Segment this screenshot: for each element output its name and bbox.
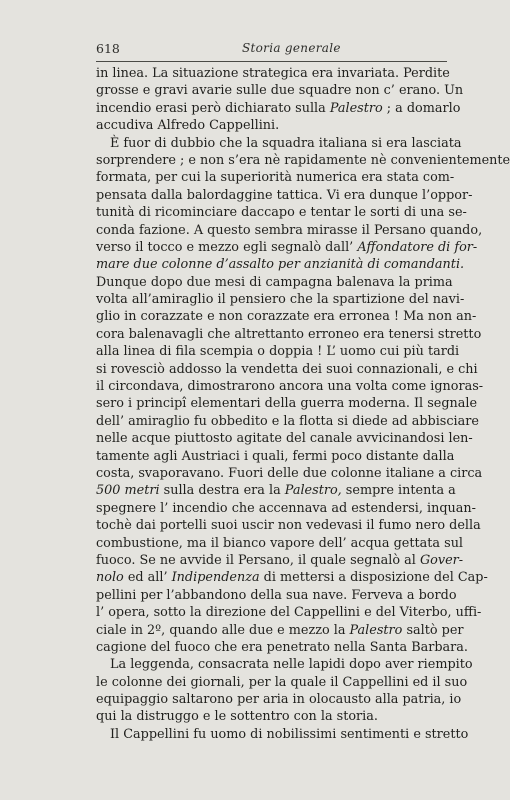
text-segment: di mettersi a disposizione del Cap-: [259, 570, 488, 586]
text-segment: Dunque dopo due mesi di campagna balenava la prima: [96, 274, 453, 290]
text-segment: costa, svaporavano. Fuori delle due colonne italiane a circa: [96, 465, 483, 481]
text-line: [96, 135, 462, 152]
text-segment: Il Cappellini fu uomo di nobilissimi sentimenti e stretto: [110, 726, 469, 742]
text-line: [96, 604, 482, 621]
text-segment: cagione del fuoco che era penetrato nella Santa Barbara.: [96, 639, 468, 655]
text-line: [96, 448, 455, 465]
text-line: [96, 430, 473, 447]
text-segment: sorprendere ; e non s’era nè rapidamente nè convenientemente: [96, 152, 510, 168]
text-line: [96, 256, 465, 273]
text-line: [96, 465, 483, 482]
text-segment: combustione, ma il bianco vapore dell’ acqua gettata sul: [96, 535, 464, 551]
text-line: [96, 622, 464, 639]
text-segment: si rovesciò addosso la vendetta dei suoi connazionali, e chi: [96, 361, 478, 377]
text-segment: fuoco. Se ne avvide il Persano, il quale segnalò al: [96, 552, 420, 568]
text-segment: dell’ amiraglio fu obbedito e la flotta si diede ad abbisciare: [96, 413, 479, 429]
text-line: [96, 569, 488, 586]
text-segment: nelle acque piuttosto agitate del canale avvicinandosi len-: [96, 431, 473, 447]
text-segment: sulla destra era la: [159, 483, 285, 499]
text-segment: sero i principî elementari della guerra moderna. Il segnale: [96, 396, 478, 412]
text-segment: tamente agli Austriaci i quali, fermi poco distante dalla: [96, 448, 455, 464]
text-line: [96, 691, 462, 708]
text-segment: cora balenavagli che altrettanto erroneo era tenersi stretto: [96, 326, 482, 342]
text-line: [96, 482, 456, 499]
body-text: [96, 65, 510, 743]
text-line: [96, 639, 468, 656]
italic-text: Affondatore di for-: [357, 239, 478, 255]
text-segment: il circondava, dimostrarono ancora una volta come ignoras-: [96, 379, 484, 395]
text-line: [96, 361, 478, 378]
italic-text: Indipendenza: [171, 570, 260, 586]
text-segment: pellini per l’abbandono della sua nave. Ferveva a bordo: [96, 587, 457, 603]
page-number: 618: [96, 41, 120, 56]
text-line: [96, 343, 460, 360]
text-segment: alla linea di fila scempia o doppia ! L’ uomo cui più tardi: [96, 344, 460, 360]
text-line: [96, 152, 510, 169]
text-line: [96, 535, 464, 552]
italic-text: Palestro: [349, 622, 403, 638]
italic-text: 500 metri: [96, 483, 160, 499]
text-line: [96, 674, 468, 691]
text-segment: qui la distruggo e le sottentro con la storia.: [96, 709, 378, 725]
text-segment: accudiva Alfredo Cappellini.: [96, 118, 280, 134]
text-line: [96, 587, 457, 604]
text-line: [96, 517, 481, 534]
text-line: [96, 82, 464, 99]
text-line: [96, 222, 483, 239]
text-segment: volta all’amiraglio il pensiero che la spartizione del navi-: [96, 292, 465, 308]
text-segment: equipaggio saltarono per aria in olocausto alla patria, io: [96, 692, 462, 708]
text-line: [96, 378, 484, 395]
text-segment: ed all’: [123, 570, 172, 586]
text-line: [96, 308, 477, 325]
text-segment: grosse e gravi avarie sulle due squadre non c’ erano. Un: [96, 83, 464, 99]
page-header: [96, 41, 447, 61]
text-segment: spegnere l’ incendio che accennava ad estendersi, inquan-: [96, 500, 476, 516]
running-title: Storia generale: [242, 41, 341, 55]
text-line: [96, 169, 455, 186]
header-rule: [96, 61, 447, 62]
italic-text: nolo: [96, 570, 124, 586]
text-segment: sempre intenta a: [341, 483, 456, 499]
text-segment: in linea. La situazione strategica era invariata. Perdite: [96, 66, 450, 81]
text-line: [96, 65, 448, 82]
text-line: [96, 726, 469, 743]
text-segment: formata, per cui la superiorità numerica era stata com-: [96, 170, 455, 186]
text-segment: La leggenda, consacrata nelle lapidi dopo aver riempito: [110, 657, 473, 673]
text-line: [96, 552, 464, 569]
text-segment: tochè dai portelli suoi uscir non vedevasi il fumo nero della: [96, 518, 481, 534]
text-line: [96, 708, 448, 725]
italic-text: Gover-: [419, 552, 464, 568]
text-segment: conda fazione. A questo sembra mirasse il Persano quando,: [96, 222, 483, 238]
text-segment: tunità di ricominciare daccapo e tentar le sorti di una se-: [96, 205, 467, 221]
text-segment: È fuor di dubbio che la squadra italiana si era lasciata: [110, 135, 462, 151]
text-line: [96, 395, 478, 412]
text-line: [96, 413, 479, 430]
text-line: [96, 500, 476, 517]
italic-text: mare due colonne d’assalto per anzianità di comandanti.: [96, 257, 465, 273]
text-line: [96, 274, 453, 291]
text-line: [96, 291, 465, 308]
text-segment: ciale in 2º, quando alle due e mezzo la: [96, 622, 350, 638]
text-segment: pensata dalla balordaggine tattica. Vi era dunque l’oppor-: [96, 187, 473, 203]
text-line: [96, 326, 482, 343]
text-line: [96, 204, 467, 221]
text-segment: l’ opera, sotto la direzione del Cappellini e del Viterbo, uffi-: [96, 605, 482, 621]
italic-text: Palestro: [329, 100, 383, 116]
italic-text: Palestro,: [284, 483, 342, 499]
text-line: [96, 656, 473, 673]
text-segment: le colonne dei giornali, per la quale il Cappellini ed il suo: [96, 674, 468, 690]
text-line: [96, 117, 448, 134]
text-segment: ; a domarlo: [382, 100, 461, 116]
text-segment: saltò per: [402, 622, 464, 638]
text-segment: glio in corazzate e non corazzate era erronea ! Ma non an-: [96, 309, 477, 325]
text-segment: verso il tocco e mezzo egli segnalò dall’: [96, 239, 358, 255]
text-line: [96, 100, 461, 117]
text-line: [96, 187, 473, 204]
text-segment: incendio erasi però dichiarato sulla: [96, 100, 330, 116]
text-line: [96, 239, 478, 256]
